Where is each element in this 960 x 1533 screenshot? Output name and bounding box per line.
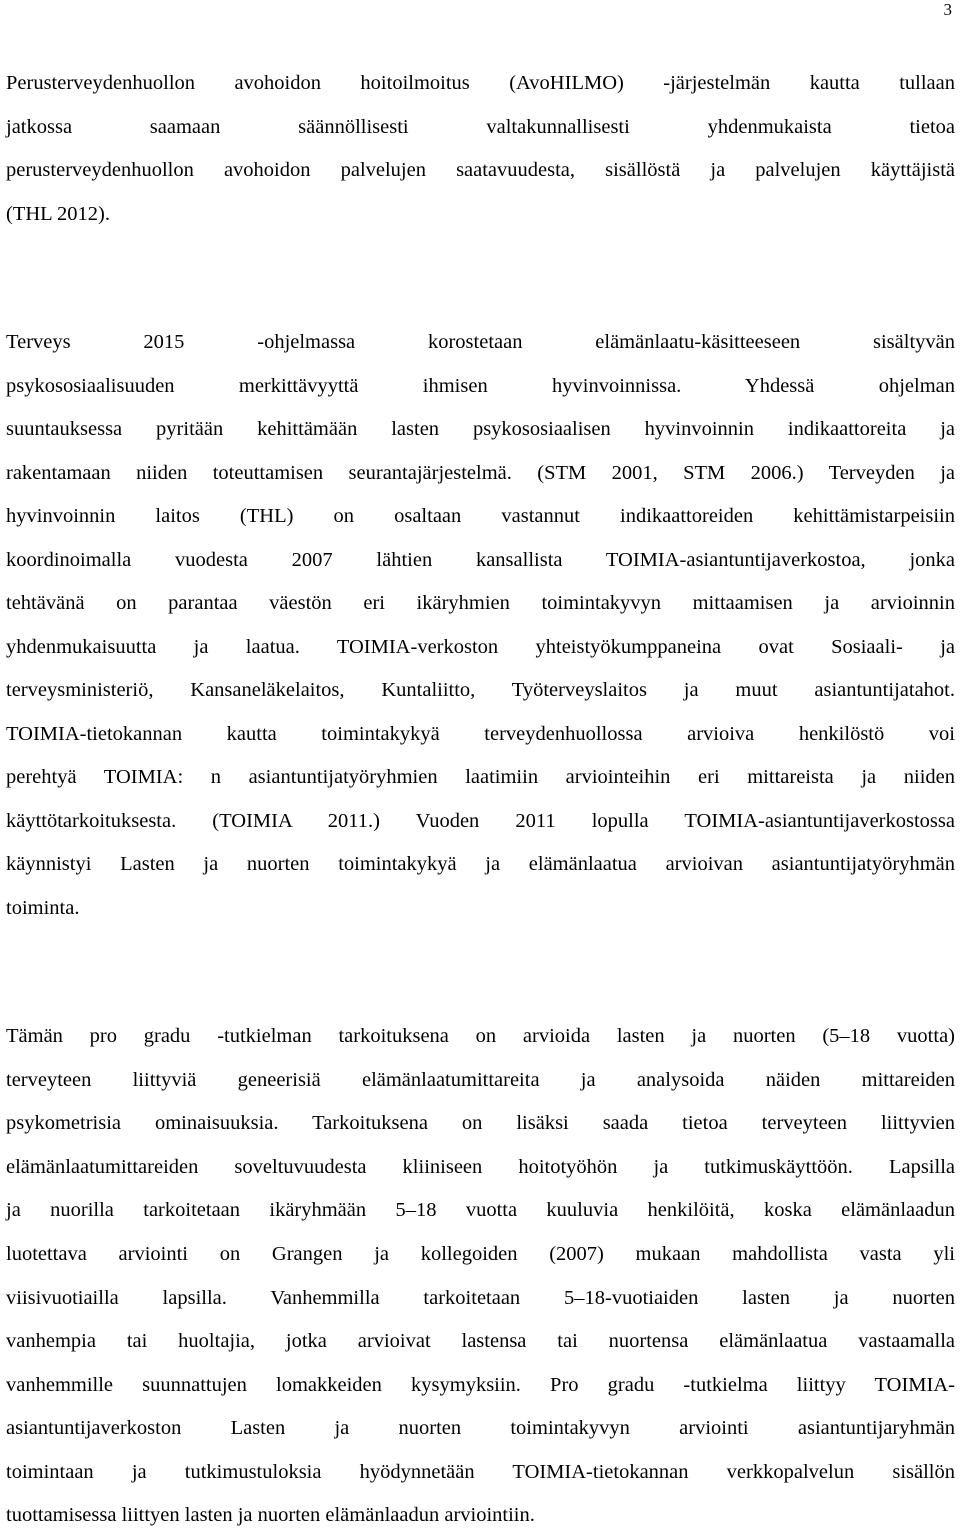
paragraph-2-line-4: rakentamaan niiden toteuttamisen seurantajärjestelmä. (STM 2001, STM 2006.) Terveyden ja xyxy=(6,462,955,484)
paragraph-3-line-11: toimintaan ja tutkimustuloksia hyödynnetään TOIMIA-tietokannan verkkopalvelun sisällön xyxy=(6,1461,955,1483)
paragraph-2-line-13: käynnistyi Lasten ja nuorten toimintakykyä ja elämänlaatua arvioivan asiantuntijatyöryhmän xyxy=(6,853,955,875)
paragraph-3-line-1: Tämän pro gradu -tutkielman tarkoituksena on arvioida lasten ja nuorten (5‒18 vuotta) xyxy=(6,1025,955,1047)
paragraph-3-line-12: tuottamisessa liittyen lasten ja nuorten elämänlaadun arviointiin. xyxy=(6,1504,535,1526)
paragraph-2-line-1: Terveys 2015 -ohjelmassa korostetaan elämänlaatu-käsitteeseen sisältyvän xyxy=(6,331,955,353)
paragraph-2-line-7: tehtävänä on parantaa väestön eri ikäryhmien toimintakyvyn mittaamisen ja arvioinnin xyxy=(6,592,955,614)
paragraph-3-line-4: elämänlaatumittareiden soveltuvuudesta kliiniseen hoitotyöhön ja tutkimuskäyttöön. Lapsilla xyxy=(6,1156,955,1178)
paragraph-1-line-3: perusterveydenhuollon avohoidon palvelujen saatavuudesta, sisällöstä ja palvelujen käyttäjistä xyxy=(6,159,955,181)
paragraph-1-line-4: (THL 2012). xyxy=(6,203,110,225)
paragraph-3-line-3: psykometrisia ominaisuuksia. Tarkoituksena on lisäksi saada tietoa terveyteen liittyvien xyxy=(6,1112,955,1134)
paragraph-3-line-2: terveyteen liittyviä geneerisiä elämänlaatumittareita ja analysoida näiden mittareiden xyxy=(6,1069,955,1091)
paragraph-2-line-6: koordinoimalla vuodesta 2007 lähtien kansallista TOIMIA-asiantuntijaverkostoa, jonka xyxy=(6,549,955,571)
paragraph-3-line-9: vanhemmille suunnattujen lomakkeiden kysymyksiin. Pro gradu -tutkielma liittyy TOIMIA- xyxy=(6,1374,955,1396)
paragraph-3-line-7: viisivuotiailla lapsilla. Vanhemmilla tarkoitetaan 5‒18-vuotiaiden lasten ja nuorten xyxy=(6,1287,955,1309)
paragraph-1-line-2: jatkossa saamaan säännöllisesti valtakunnallisesti yhdenmukaista tietoa xyxy=(6,116,955,138)
page-number: 3 xyxy=(943,0,952,19)
paragraph-2-line-10: TOIMIA-tietokannan kautta toimintakykyä terveydenhuollossa arvioiva henkilöstö voi xyxy=(6,723,955,745)
paragraph-2-line-14: toiminta. xyxy=(6,897,80,919)
paragraph-2-line-2: psykososiaalisuuden merkittävyyttä ihmisen hyvinvoinnissa. Yhdessä ohjelman xyxy=(6,375,955,397)
paragraph-2-line-9: terveysministeriö, Kansaneläkelaitos, Kuntaliitto, Työterveyslaitos ja muut asiantuntijatahot. xyxy=(6,679,955,701)
paragraph-3-line-5: ja nuorilla tarkoitetaan ikäryhmään 5‒18 vuotta kuuluvia henkilöitä, koska elämänlaadun xyxy=(6,1199,955,1221)
paragraph-2-line-5: hyvinvoinnin laitos (THL) on osaltaan vastannut indikaattoreiden kehittämistarpeisiin xyxy=(6,505,955,527)
paragraph-2-line-8: yhdenmukaisuutta ja laatua. TOIMIA-verkoston yhteistyökumppaneina ovat Sosiaali- ja xyxy=(6,636,955,658)
paragraph-2-line-3: suuntauksessa pyritään kehittämään lasten psykososiaalisen hyvinvoinnin indikaattoreita ja xyxy=(6,418,955,440)
paragraph-3-line-8: vanhempia tai huoltajia, jotka arvioivat lastensa tai nuortensa elämänlaatua vastaamalla xyxy=(6,1330,955,1352)
paragraph-2-line-11: perehtyä TOIMIA: n asiantuntijatyöryhmien laatimiin arviointeihin eri mittareista ja niiden xyxy=(6,766,955,788)
paragraph-3-line-6: luotettava arviointi on Grangen ja kollegoiden (2007) mukaan mahdollista vasta yli xyxy=(6,1243,955,1265)
paragraph-2-line-12: käyttötarkoituksesta. (TOIMIA 2011.) Vuoden 2011 lopulla TOIMIA-asiantuntijaverkostossa xyxy=(6,810,955,832)
paragraph-3-line-10: asiantuntijaverkoston Lasten ja nuorten toimintakyvyn arviointi asiantuntijaryhmän xyxy=(6,1417,955,1439)
paragraph-1-line-1: Perusterveydenhuollon avohoidon hoitoilmoitus (AvoHILMO) -järjestelmän kautta tullaan xyxy=(6,72,955,94)
